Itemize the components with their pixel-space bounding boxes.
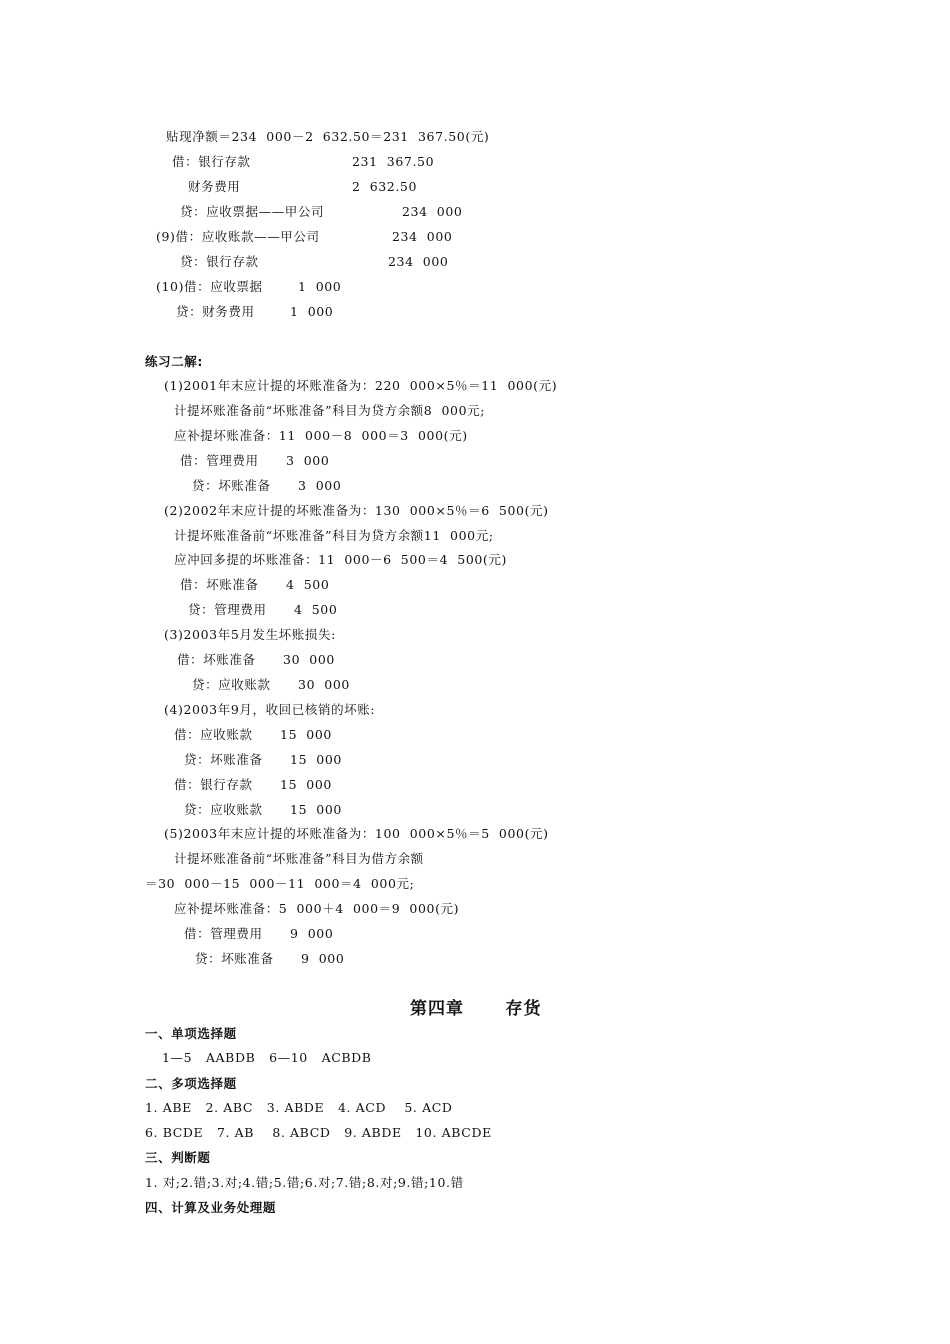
text-line: (10)借：应收票据	[156, 279, 263, 294]
answer-line: 6. BCDE 7. AB 8. ABCD 9. ABDE 10. ABCDE	[145, 1125, 492, 1140]
answer-line: 1—5 AABDB 6—10 ACBDB	[162, 1050, 372, 1065]
text-line: 贷：应收账款 15 000	[184, 802, 342, 817]
text-line: (5)2003年末应计提的坏账准备为：100 000×5％＝5 000(元)	[164, 826, 549, 841]
text-line: (4)2003年9月，收回已核销的坏账:	[164, 702, 376, 717]
amount: 1 000	[290, 304, 334, 319]
text-line: 计提坏账准备前“坏账准备”科目为贷方余额8 000元;	[174, 403, 486, 418]
text-line: (9)借：应收账款——甲公司	[156, 229, 320, 244]
text-line: 贴现净额＝234 000－2 632.50＝231 367.50(元)	[166, 129, 490, 144]
text-line: 贷：管理费用 4 500	[188, 602, 338, 617]
section-heading: 四、计算及业务处理题	[145, 1200, 277, 1215]
text-line: 计提坏账准备前“坏账准备”科目为贷方余额11 000元;	[174, 528, 494, 543]
amount: 1 000	[298, 279, 342, 294]
text-line: 借：坏账准备 30 000	[177, 652, 335, 667]
text-line: 借：银行存款	[172, 154, 251, 169]
answer-line: 1. ABE 2. ABC 3. ABDE 4. ACD 5. ACD	[145, 1100, 453, 1115]
section-heading: 三、判断题	[145, 1150, 211, 1165]
section-heading: 二、多项选择题	[145, 1076, 237, 1091]
text-line: 应补提坏账准备：11 000－8 000＝3 000(元)	[174, 428, 468, 443]
text-line: 应补提坏账准备：5 000＋4 000＝9 000(元)	[174, 901, 460, 916]
text-line: 借：银行存款 15 000	[174, 777, 332, 792]
amount: 234 000	[388, 254, 449, 269]
amount: 234 000	[402, 204, 463, 219]
text-line: 借：坏账准备 4 500	[180, 577, 330, 592]
exercise-heading: 练习二解:	[145, 354, 203, 369]
amount: 234 000	[392, 229, 453, 244]
text-line: 借：管理费用 9 000	[184, 926, 334, 941]
text-line: 借：应收账款 15 000	[174, 727, 332, 742]
text-line: 财务费用	[188, 179, 241, 194]
text-line: 贷：坏账准备 15 000	[184, 752, 342, 767]
amount: 2 632.50	[352, 179, 418, 194]
text-line: 贷：坏账准备 9 000	[195, 951, 345, 966]
text-line: 贷：财务费用	[176, 304, 255, 319]
text-line: 贷：应收票据——甲公司	[180, 204, 325, 219]
text-line: (1)2001年末应计提的坏账准备为：220 000×5％＝11 000(元)	[164, 378, 558, 393]
text-line: 贷：应收账款 30 000	[192, 677, 350, 692]
text-line: 借：管理费用 3 000	[180, 453, 330, 468]
text-line: 贷：坏账准备 3 000	[192, 478, 342, 493]
chapter-title: 第四章 存货	[410, 999, 542, 1019]
section-heading: 一、单项选择题	[145, 1026, 237, 1041]
amount: 231 367.50	[352, 154, 435, 169]
answer-line: 1. 对;2.错;3.对;4.错;5.错;6.对;7.错;8.对;9.错;10.错	[145, 1175, 464, 1190]
text-line: 应冲回多提的坏账准备：11 000－6 500＝4 500(元)	[174, 552, 507, 567]
text-line: 贷：银行存款	[180, 254, 259, 269]
text-line: 计提坏账准备前“坏账准备”科目为借方余额	[174, 851, 424, 866]
text-line: (2)2002年末应计提的坏账准备为：130 000×5％＝6 500(元)	[164, 503, 549, 518]
text-line: (3)2003年5月发生坏账损失:	[164, 627, 336, 642]
text-line: ＝30 000－15 000－11 000＝4 000元;	[145, 876, 415, 891]
